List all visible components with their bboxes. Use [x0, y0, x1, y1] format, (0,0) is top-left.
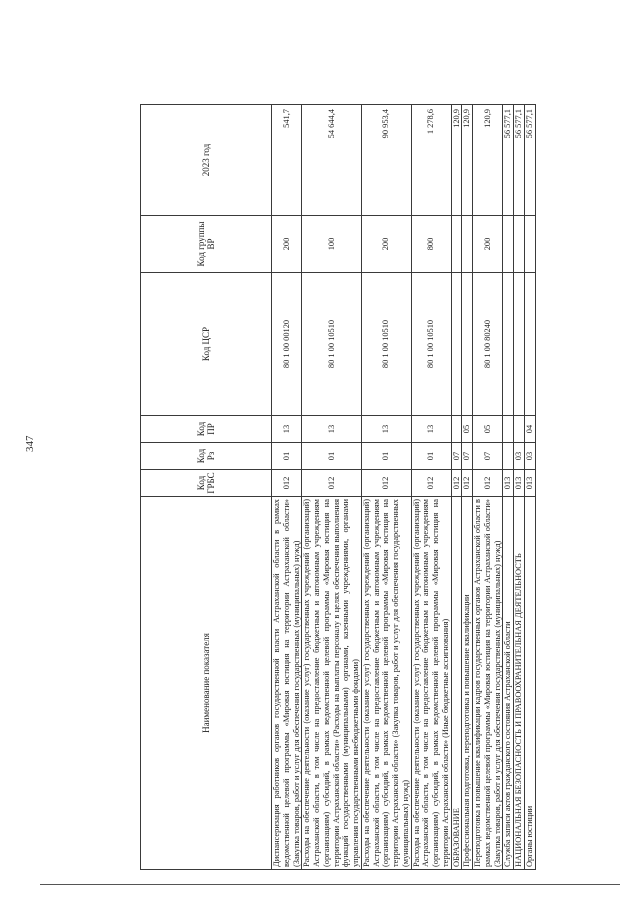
table-row: [272, 105, 302, 870]
cell-grbs-code: 012: [411, 470, 451, 497]
cell-rz-code: 07: [473, 443, 503, 470]
cell-pr-code: [503, 416, 514, 443]
cell-pr-code: 04: [524, 416, 535, 443]
cell-grbs-code: 012: [473, 470, 503, 497]
cell-pr-code: 13: [272, 416, 302, 443]
cell-amount-2023: 54 644,4: [302, 105, 362, 216]
table-row: [514, 105, 525, 870]
cell-rz-code: [503, 443, 514, 470]
cell-indicator-name: ОБРАЗОВАНИЕ: [451, 497, 462, 870]
cell-vr-code: 200: [272, 216, 302, 273]
table-row: [462, 105, 473, 870]
cell-grbs-code: 013: [514, 470, 525, 497]
table-row: [451, 105, 462, 870]
cell-csr-code: [524, 273, 535, 416]
cell-vr-code: 200: [473, 216, 503, 273]
table-header: [141, 105, 272, 870]
cell-csr-code: [503, 273, 514, 416]
bottom-rule: [40, 884, 620, 885]
header-pr: Код ПР: [141, 416, 272, 443]
cell-vr-code: [462, 216, 473, 273]
cell-rz-code: 03: [524, 443, 535, 470]
cell-pr-code: 13: [411, 416, 451, 443]
cell-amount-2023: 541,7: [272, 105, 302, 216]
cell-indicator-name: Расходы на обеспечение деятельности (оказание услуг) государственных учреждений (организаций) Астраханской области, в том числе на предоставление бюджетным и автономным учреждениям (организациям) субсидий, в рамках ведомственной целевой программы «Мировая юстиция на территории Астраханской области» (Закупка товаров, работ и услуг для обеспечения государственных (муниципальных) нужд): [361, 497, 411, 870]
table-row: [361, 105, 411, 870]
cell-amount-2023: 56 577,1: [514, 105, 525, 216]
cell-indicator-name: Диспансеризация работников органов государственной власти Астраханской области в рамках ведомственной целевой программы «Мировая юстиция на территории Астраханской области» (Закупка товаров, работ и услуг для обеспечения государственных (муниципальных) нужд): [272, 497, 302, 870]
cell-amount-2023: 120,9: [473, 105, 503, 216]
table-row: [411, 105, 451, 870]
table-body: [272, 105, 536, 870]
cell-rz-code: 01: [411, 443, 451, 470]
cell-indicator-name: Расходы на обеспечение деятельности (оказание услуг) государственных учреждений (организаций) Астраханской области, в том числе на предоставление бюджетным и автономным учреждениям (организациям) субсидий, в рамках ведомственной целевой программы «Мировая юстиция на территории Астраханской области» (Иные бюджетные ассигнования): [411, 497, 451, 870]
cell-pr-code: 13: [361, 416, 411, 443]
cell-amount-2023: 56 577,1: [524, 105, 535, 216]
cell-vr-code: 100: [302, 216, 362, 273]
header-grbs: Код ГРБС: [141, 470, 272, 497]
table-row: [473, 105, 503, 870]
table-row: [503, 105, 514, 870]
cell-amount-2023: 90 953,4: [361, 105, 411, 216]
cell-indicator-name: Расходы на обеспечение деятельности (оказание услуг) государственных учреждений (организаций) Астраханской области, в том числе на предоставление бюджетным и автономным учреждениям (организациям) субсидий, в рамках ведомственной целевой программы «Мировая юстиция на территории Астраханской области» (Расходы на выплаты персоналу в целях обеспечения выполнения функций государственными (муниципальными) органами, казенными учреждениями, органами управления государственными внебюджетными фондами): [302, 497, 362, 870]
cell-indicator-name: Переподготовка и повышение квалификации кадров государственных органов Астраханской области в рамках ведомственной целевой программы «Мировая юстиция на территории Астраханской области» (Закупка товаров, работ и услуг для обеспечения государственных (муниципальных) нужд): [473, 497, 503, 870]
header-amount: 2023 год: [141, 105, 272, 216]
budget-table: [140, 104, 536, 870]
cell-grbs-code: 013: [503, 470, 514, 497]
cell-vr-code: 800: [411, 216, 451, 273]
cell-amount-2023: 120,9: [462, 105, 473, 216]
cell-csr-code: [451, 273, 462, 416]
header-vr: Код группы ВР: [141, 216, 272, 273]
cell-grbs-code: 012: [302, 470, 362, 497]
cell-indicator-name: НАЦИОНАЛЬНАЯ БЕЗОПАСНОСТЬ И ПРАВООХРАНИТЕЛЬНАЯ ДЕЯТЕЛЬНОСТЬ: [514, 497, 525, 870]
budget-table-container: [140, 105, 610, 870]
header-name: Наименование показателя: [141, 497, 272, 870]
cell-pr-code: 05: [473, 416, 503, 443]
cell-pr-code: [514, 416, 525, 443]
cell-grbs-code: 012: [451, 470, 462, 497]
cell-vr-code: [451, 216, 462, 273]
header-rz: Код Рз: [141, 443, 272, 470]
header-csr: Код ЦСР: [141, 273, 272, 416]
cell-indicator-name: Служба записи актов гражданского состояния Астраханской области: [503, 497, 514, 870]
cell-rz-code: 01: [302, 443, 362, 470]
cell-pr-code: 05: [462, 416, 473, 443]
table-header-row: [141, 105, 272, 870]
table-row: [524, 105, 535, 870]
cell-indicator-name: Органы юстиции: [524, 497, 535, 870]
cell-csr-code: [514, 273, 525, 416]
cell-vr-code: [514, 216, 525, 273]
cell-rz-code: 07: [462, 443, 473, 470]
cell-csr-code: 80 1 00 00120: [272, 273, 302, 416]
cell-rz-code: 03: [514, 443, 525, 470]
cell-rz-code: 01: [272, 443, 302, 470]
cell-rz-code: 01: [361, 443, 411, 470]
cell-grbs-code: 012: [361, 470, 411, 497]
cell-grbs-code: 012: [272, 470, 302, 497]
cell-vr-code: 200: [361, 216, 411, 273]
cell-amount-2023: 1 278,6: [411, 105, 451, 216]
cell-csr-code: [462, 273, 473, 416]
cell-grbs-code: 013: [524, 470, 535, 497]
cell-csr-code: 80 1 00 10510: [302, 273, 362, 416]
cell-csr-code: 80 1 00 80240: [473, 273, 503, 416]
cell-amount-2023: 56 577,1: [503, 105, 514, 216]
cell-grbs-code: 012: [462, 470, 473, 497]
cell-vr-code: [503, 216, 514, 273]
cell-csr-code: 80 1 00 10510: [361, 273, 411, 416]
cell-pr-code: 13: [302, 416, 362, 443]
cell-indicator-name: Профессиональная подготовка, переподготовка и повышение квалификации: [462, 497, 473, 870]
cell-csr-code: 80 1 00 10510: [411, 273, 451, 416]
cell-pr-code: [451, 416, 462, 443]
page-number: 347: [24, 435, 36, 452]
cell-rz-code: 07: [451, 443, 462, 470]
table-row: [302, 105, 362, 870]
cell-amount-2023: 120,9: [451, 105, 462, 216]
cell-vr-code: [524, 216, 535, 273]
